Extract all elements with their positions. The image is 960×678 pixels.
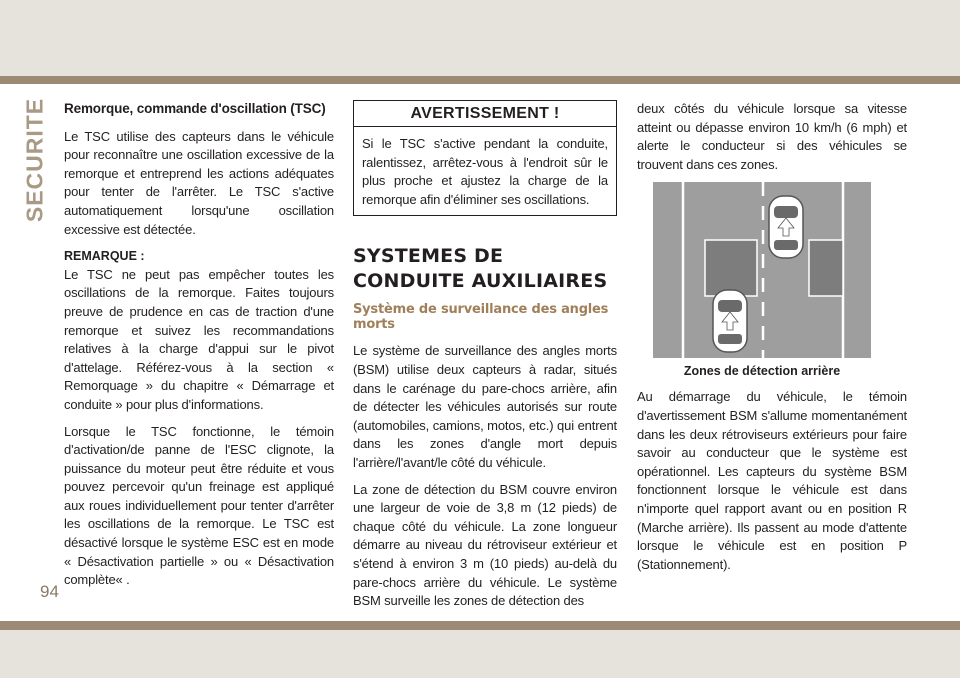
- warning-body: [354, 127, 616, 215]
- note-label: REMARQUE :: [64, 249, 145, 264]
- warning-title: AVERTISSEMENT !: [354, 101, 616, 127]
- top-band: [0, 0, 960, 76]
- figure-caption: Zones de détection arrière: [683, 364, 841, 379]
- warning-box: [353, 100, 617, 216]
- bsm-paragraph-4: Au démarrage du véhicule, le témoin d'avertissement BSM s'allume momentanément dans les deux rétroviseurs extérieurs pour faire savoir au conducteur que le système est opérationnel. Les capteurs du système BSM fonctionnent lorsque le véhicule est dans n'importe quel rapport avant ou en position R (Marche arrière). Ils passent au mode d'attente lorsque le véhicule est en position P (Stationnement).: [637, 389, 907, 572]
- section-heading: Système de surveillance des angles morts: [353, 302, 609, 333]
- other-vehicle-icon: [713, 290, 747, 352]
- warning-text: Si le TSC s'active pendant la conduite, ralentissez, arrêtez-vous à l'endroit sûr le plus proche et ajustez la charge de la remorque afin d'éliminer ses oscillations.: [362, 136, 608, 207]
- bottom-band: [0, 630, 960, 678]
- section-tab-label: SECURITE: [21, 97, 48, 223]
- page-number: 94: [40, 582, 59, 601]
- bottom-stripe: [0, 621, 960, 630]
- column-2: [353, 100, 617, 619]
- detection-zone-left: [705, 240, 757, 296]
- detection-zones-illustration: [653, 182, 871, 358]
- main-heading: SYSTEMES DE CONDUITE AUXILIAIRES: [353, 245, 608, 293]
- tsc-paragraph-1: Le TSC utilise des capteurs dans le véhicule pour reconnaître une oscillation excessive de la remorque et entreprend les actions adéquates pour tenter de l'arrêter. Le TSC s'active automatiquement lorsqu'une oscillation excessive est détectée.: [64, 128, 334, 237]
- section-tab: [16, 97, 54, 223]
- detection-zones-figure: [653, 182, 871, 378]
- subject-vehicle-icon: [769, 196, 803, 258]
- top-stripe: [0, 76, 960, 84]
- note-text: Le TSC ne peut pas empêcher toutes les oscillations de la remorque. Faites toujours preuve de prudence en cas de traction d'une remorque et suivez les recommandations relatives à la charge d'appui sur le pivot d'attelage. Référez-vous à la section « Remorquage » du chapitre « Démarrage et conduite » pour plus d'informations.: [64, 266, 334, 412]
- bsm-paragraph-2: La zone de détection du BSM couvre environ une largeur de voie de 3,8 m (12 pieds) de chaque côté du véhicule. La zone longueur démarre au niveau du rétroviseur extérieur et s'étend à environ 3 m (10 pieds) au-delà du pare-chocs arrière du véhicule. Le système BSM surveille les zones de détection des: [353, 481, 617, 609]
- column-1: [64, 100, 334, 598]
- bsm-paragraph-3: deux côtés du véhicule lorsque sa vitesse atteint ou dépasse environ 10 km/h (6 mph) et alerte le conducteur si des véhicules se trouvent dans ces zones.: [637, 101, 907, 172]
- tsc-heading: Remorque, commande d'oscillation (TSC): [64, 101, 326, 116]
- tsc-paragraph-2: Lorsque le TSC fonctionne, le témoin d'activation/de panne de l'ESC clignote, la puissance du moteur peut être réduite et vous pouvez percevoir qu'un freinage est appliqué aux roues individuellement pour tenter d'arrêter les oscillations de la remorque. Le TSC est désactivé lorsque le système ESC est en mode « Désactivation partielle » ou « Désactivation complète« .: [64, 423, 334, 588]
- bsm-paragraph-1: Le système de surveillance des angles morts (BSM) utilise deux capteurs à radar, situés dans le carénage du pare-chocs arrière, afin de détecter les véhicules autorisés sur route (automobiles, camions, motos, etc.) qui entrent dans les zones d'angle mort depuis l'arrière/l'avant/le côté du véhicule.: [353, 343, 617, 470]
- column-3: [637, 100, 907, 582]
- detection-zone-right: [809, 240, 843, 296]
